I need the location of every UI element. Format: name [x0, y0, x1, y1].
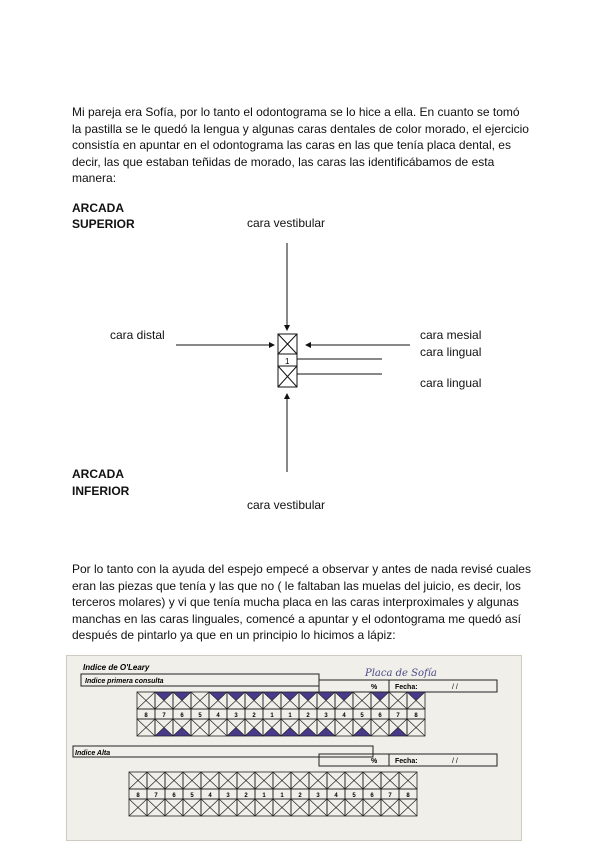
- label-mesial: cara mesial: [420, 328, 482, 342]
- tooth-number-label: 7: [388, 793, 392, 799]
- tooth-number-cell: [335, 709, 353, 719]
- tooth-number-cell: [407, 709, 425, 719]
- tooth-top-cell: [255, 772, 273, 789]
- tooth-top-cell: [291, 772, 309, 789]
- tooth-number-label: 4: [208, 793, 212, 799]
- tooth-number-cell: [273, 789, 291, 799]
- tooth-number-cell: [255, 789, 273, 799]
- tooth-bottom-cell: [147, 799, 165, 816]
- tooth-bottom-cell: [209, 719, 227, 736]
- tooth-bottom-cell: [407, 719, 425, 736]
- tooth-number-label: 2: [252, 713, 256, 719]
- tooth-top-cell: [371, 692, 389, 709]
- tooth-number-cell: [353, 709, 371, 719]
- tooth-top-cell: [335, 692, 353, 709]
- tooth-bottom-cell: [245, 719, 263, 736]
- tooth-number-label: 5: [198, 713, 202, 719]
- photo-title: Indice de O'Leary: [83, 663, 150, 672]
- label-distal: cara distal: [110, 328, 165, 342]
- tooth-number-label: 6: [172, 793, 176, 799]
- tooth-number-cell: [219, 789, 237, 799]
- tooth-top-cell: [309, 772, 327, 789]
- tooth-number-label: 1: [262, 793, 266, 799]
- tooth-top-cell: [353, 692, 371, 709]
- tooth-top-cell: [299, 692, 317, 709]
- row2-percent: %: [371, 758, 378, 765]
- tooth-number-cell: [227, 709, 245, 719]
- odontogram-grid-alta: [129, 772, 417, 816]
- tooth-number-label: 3: [316, 793, 320, 799]
- tooth-bottom-cell: [291, 799, 309, 816]
- tooth-number-label: 5: [360, 713, 364, 719]
- tooth-bottom-cell: [309, 799, 327, 816]
- tooth-top-cell: [273, 772, 291, 789]
- second-paragraph: Por lo tanto con la ayuda del espejo empecé a observar y antes de nada revisé cuales eran las piezas que tenía y las que no ( le faltaban las muelas del juicio, es decir, los terceros molares) y vi que tenía mucha placa en las caras interproximales y algunas manchas en las caras linguales, comencé a apuntar y el odontograma me quedó así después de pintarlo ya que en un principio lo hicimos a lápiz:: [72, 562, 531, 642]
- tooth-bottom-cell: [227, 719, 245, 736]
- tooth-bottom-cell: [317, 719, 335, 736]
- tooth-number-label: 8: [136, 793, 140, 799]
- tooth-number-cell: [155, 709, 173, 719]
- tooth-bottom-cell: [399, 799, 417, 816]
- tooth-bottom-cell: [353, 719, 371, 736]
- tooth-top-cell: [191, 692, 209, 709]
- tooth-number-cell: [137, 709, 155, 719]
- tooth-number-label: 3: [234, 713, 238, 719]
- tooth-number-cell: [201, 789, 219, 799]
- tooth-number-label: 8: [414, 713, 418, 719]
- tooth-number-label: 5: [190, 793, 194, 799]
- tooth-number-label: 1: [288, 713, 292, 719]
- tooth-bottom-cell: [299, 719, 317, 736]
- tooth-number-cell: [363, 789, 381, 799]
- tooth-bottom-cell: [327, 799, 345, 816]
- tooth-top-cell: [209, 692, 227, 709]
- tooth-top-cell: [327, 772, 345, 789]
- tooth-bottom-cell: [381, 799, 399, 816]
- tooth-number-label: 4: [342, 713, 346, 719]
- arcada-superior-line2: SUPERIOR: [72, 217, 135, 231]
- tooth-number-label: 1: [270, 713, 274, 719]
- row2-date-label: Fecha:: [395, 758, 418, 765]
- tooth-top-cell: [237, 772, 255, 789]
- tooth-top-cell: [407, 692, 425, 709]
- tooth-bottom-cell: [281, 719, 299, 736]
- arcada-inferior-line2: INFERIOR: [72, 484, 130, 498]
- tooth-number-label: 6: [378, 713, 382, 719]
- tooth-top-cell: [381, 772, 399, 789]
- tooth-number-label: 8: [144, 713, 148, 719]
- tooth-number-cell: [371, 709, 389, 719]
- arcada-inferior-line1: ARCADA: [72, 467, 124, 481]
- tooth-number-cell: [281, 709, 299, 719]
- tooth-number-label: 1: [280, 793, 284, 799]
- odontogram-grid-first: [137, 692, 425, 736]
- tooth-bottom-cell: [137, 719, 155, 736]
- tooth-number-label: 3: [324, 713, 328, 719]
- tooth-bottom-cell: [273, 799, 291, 816]
- tooth-number-label: 6: [180, 713, 184, 719]
- tooth-top-cell: [129, 772, 147, 789]
- row1-date-value: / /: [452, 684, 458, 691]
- tooth-number-cell: [165, 789, 183, 799]
- tooth-number-cell: [173, 709, 191, 719]
- tooth-top-cell: [219, 772, 237, 789]
- tooth-number: 1: [285, 357, 290, 366]
- tooth-top-cell: [147, 772, 165, 789]
- tooth-top-cell: [227, 692, 245, 709]
- tooth-top-cell: [137, 692, 155, 709]
- label-vestibular-bottom: cara vestibular: [247, 498, 326, 512]
- row1-date-label: Fecha:: [395, 684, 418, 691]
- tooth-bottom-cell: [173, 719, 191, 736]
- tooth-number-cell: [291, 789, 309, 799]
- tooth-bottom-cell: [371, 719, 389, 736]
- tooth-top-cell: [281, 692, 299, 709]
- tooth-bottom-cell: [191, 719, 209, 736]
- tooth-bottom-cell: [201, 799, 219, 816]
- tooth-number-cell: [209, 709, 227, 719]
- tooth-bottom-cell: [129, 799, 147, 816]
- tooth-number-cell: [245, 709, 263, 719]
- tooth-number-cell: [263, 709, 281, 719]
- tooth-number-label: 4: [216, 713, 220, 719]
- row1-percent: %: [371, 684, 378, 691]
- tooth-number-cell: [399, 789, 417, 799]
- row2-date-value: / /: [452, 758, 458, 765]
- tooth-top-cell: [345, 772, 363, 789]
- tooth-top-cell: [389, 692, 407, 709]
- odontogram-photo: [66, 655, 522, 841]
- tooth-bottom-cell: [183, 799, 201, 816]
- tooth-number-cell: [389, 709, 407, 719]
- arcada-superior-line1: ARCADA: [72, 201, 124, 215]
- tooth-bottom-cell: [263, 719, 281, 736]
- tooth-number-cell: [299, 709, 317, 719]
- row2-label: Indice Alta: [75, 750, 111, 757]
- tooth-number-label: 2: [298, 793, 302, 799]
- tooth-number-cell: [147, 789, 165, 799]
- tooth-number-label: 7: [396, 713, 400, 719]
- tooth-number-label: 2: [244, 793, 248, 799]
- tooth-bottom-cell: [345, 799, 363, 816]
- row1-label: Indice primera consulta: [85, 678, 164, 685]
- tooth-top-cell: [155, 692, 173, 709]
- tooth-bottom-cell: [237, 799, 255, 816]
- tooth-bottom-cell: [155, 719, 173, 736]
- tooth-top-cell: [201, 772, 219, 789]
- tooth-number-cell: [345, 789, 363, 799]
- tooth-bottom-cell: [255, 799, 273, 816]
- tooth-number-cell: [327, 789, 345, 799]
- odontogram-sheet: [67, 656, 521, 840]
- tooth-number-cell: [309, 789, 327, 799]
- tooth-number-label: 6: [370, 793, 374, 799]
- label-lingual-1: cara lingual: [420, 345, 482, 359]
- handwritten-note: Placa de Sofía: [365, 668, 437, 679]
- tooth-number-label: 7: [162, 713, 166, 719]
- tooth-number-cell: [191, 709, 209, 719]
- tooth-number-cell: [317, 709, 335, 719]
- tooth-number-cell: [183, 789, 201, 799]
- tooth-top-cell: [363, 772, 381, 789]
- tooth-number-label: 5: [352, 793, 356, 799]
- tooth-top-cell: [165, 772, 183, 789]
- tooth-top-cell: [399, 772, 417, 789]
- tooth-number-cell: [381, 789, 399, 799]
- tooth-top-cell: [173, 692, 191, 709]
- tooth-number-label: 3: [226, 793, 230, 799]
- tooth-number-label: 2: [306, 713, 310, 719]
- label-lingual-2: cara lingual: [420, 376, 482, 390]
- tooth-top-cell: [317, 692, 335, 709]
- tooth-top-cell: [245, 692, 263, 709]
- label-vestibular-top: cara vestibular: [247, 216, 326, 230]
- tooth-number-cell: [129, 789, 147, 799]
- tooth-bottom-cell: [335, 719, 353, 736]
- tooth-number-label: 4: [334, 793, 338, 799]
- tooth-number-label: 7: [154, 793, 158, 799]
- tooth-bottom-cell: [219, 799, 237, 816]
- tooth-number-label: 8: [406, 793, 410, 799]
- tooth-number-cell: [237, 789, 255, 799]
- tooth-top-cell: [263, 692, 281, 709]
- tooth-bottom-cell: [363, 799, 381, 816]
- tooth-bottom-cell: [165, 799, 183, 816]
- intro-paragraph: Mi pareja era Sofía, por lo tanto el odontograma se lo hice a ella. En cuanto se tomó la pastilla se le quedó la lengua y algunas caras dentales de color morado, el ejercicio consistía en apuntar en el odontograma las caras en las que tenía placa dental, es decir, las que estaban teñidas de morado, las caras las identificábamos de esta manera:: [72, 105, 529, 185]
- tooth-top-cell: [183, 772, 201, 789]
- tooth-bottom-cell: [389, 719, 407, 736]
